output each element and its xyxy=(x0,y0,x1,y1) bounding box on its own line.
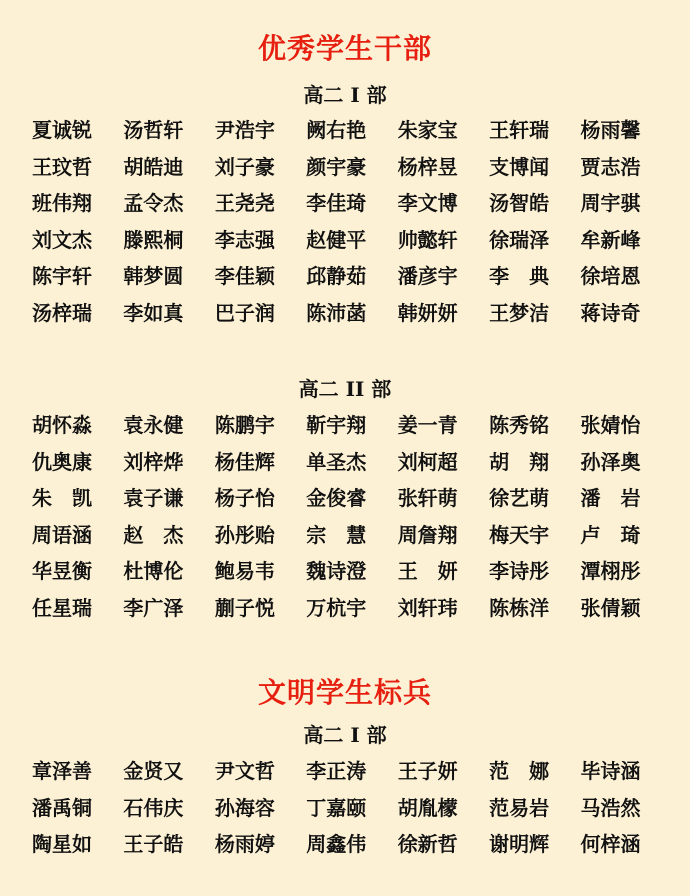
list-item: 王尧尧 xyxy=(214,191,275,216)
list-item: 毕诗涵 xyxy=(580,759,641,784)
list-item: 卢 琦 xyxy=(580,522,641,547)
list-item: 袁永健 xyxy=(123,413,184,438)
list-item: 邱静茹 xyxy=(306,264,367,289)
list-item: 赵健平 xyxy=(306,227,367,252)
list-item: 金贤又 xyxy=(123,759,184,784)
table-row xyxy=(32,295,672,332)
list-item: 蒋诗奇 xyxy=(580,300,641,325)
list-item: 陈宇轩 xyxy=(32,264,92,289)
list-item: 王玟哲 xyxy=(32,154,92,179)
list-item: 潭栩彤 xyxy=(580,559,641,584)
list-item: 陈栋洋 xyxy=(489,595,550,620)
list-item: 牟新峰 xyxy=(580,227,641,252)
list-item: 李如真 xyxy=(123,300,184,325)
group-subtitle-grade2-part1: 高二 I 部 xyxy=(303,83,387,107)
list-item: 颜宇豪 xyxy=(306,154,367,179)
list-item: 孙彤贻 xyxy=(214,522,275,547)
list-item: 徐艺萌 xyxy=(489,486,550,511)
list-item: 刘子豪 xyxy=(214,154,275,179)
list-item: 汤梓瑞 xyxy=(32,300,92,325)
list-item: 王 妍 xyxy=(397,559,458,584)
list-item: 杨雨婷 xyxy=(214,832,275,857)
section-title-outstanding-cadres: 优秀学生干部 xyxy=(257,32,432,65)
list-item: 金俊睿 xyxy=(306,486,367,511)
list-item: 孟令杰 xyxy=(123,191,184,216)
list-item: 华昱衡 xyxy=(32,559,92,584)
list-item: 王梦洁 xyxy=(489,300,550,325)
list-item: 马浩然 xyxy=(580,795,641,820)
list-item: 贾志浩 xyxy=(580,154,641,179)
list-item: 帅懿轩 xyxy=(397,227,458,252)
list-item: 梅天宇 xyxy=(489,522,550,547)
list-item: 王轩瑞 xyxy=(489,118,550,143)
list-item: 李佳琦 xyxy=(306,191,367,216)
list-item: 姜一青 xyxy=(397,413,458,438)
table-row xyxy=(32,790,672,827)
list-item: 王子皓 xyxy=(123,832,184,857)
list-item: 何梓涵 xyxy=(580,832,641,857)
table-row xyxy=(32,553,672,590)
list-item: 魏诗澄 xyxy=(306,559,367,584)
list-item: 刘梓烨 xyxy=(123,449,184,474)
table-row xyxy=(32,480,672,517)
list-item: 夏诚锐 xyxy=(32,118,92,143)
table-row xyxy=(32,444,672,481)
list-item: 范易岩 xyxy=(489,795,550,820)
list-item: 谢明辉 xyxy=(489,832,550,857)
list-item: 朱 凯 xyxy=(32,486,92,511)
list-item: 杨雨馨 xyxy=(580,118,641,143)
name-grid-cadres-part1 xyxy=(32,112,672,331)
list-item: 张倩颖 xyxy=(580,595,641,620)
list-item: 任星瑞 xyxy=(32,595,92,620)
list-item: 张婧怡 xyxy=(580,413,641,438)
list-item: 章泽善 xyxy=(32,759,92,784)
list-item: 周宇骐 xyxy=(580,191,641,216)
table-row xyxy=(32,517,672,554)
list-item: 刘轩玮 xyxy=(397,595,458,620)
name-grid-civilized-part1 xyxy=(32,753,672,863)
list-item: 周詹翔 xyxy=(397,522,458,547)
list-item: 汤智皓 xyxy=(489,191,550,216)
list-item: 陈秀铭 xyxy=(489,413,550,438)
list-item: 蒯子悦 xyxy=(214,595,275,620)
list-item: 陶星如 xyxy=(32,832,92,857)
list-item: 仇奥康 xyxy=(32,449,92,474)
list-item: 王子妍 xyxy=(397,759,458,784)
list-item: 靳宇翔 xyxy=(306,413,367,438)
list-item: 胡怀淼 xyxy=(32,413,92,438)
table-row xyxy=(32,753,672,790)
group-subtitle-grade2-part1-civilized: 高二 I 部 xyxy=(303,723,387,747)
table-row xyxy=(32,149,672,186)
list-item: 汤哲轩 xyxy=(123,118,184,143)
list-item: 徐瑞泽 xyxy=(489,227,550,252)
list-item: 丁嘉颐 xyxy=(306,795,367,820)
list-item: 李 典 xyxy=(489,264,550,289)
table-row xyxy=(32,222,672,259)
list-item: 李佳颖 xyxy=(214,264,275,289)
list-item: 巴子润 xyxy=(214,300,275,325)
list-item: 赵 杰 xyxy=(123,522,184,547)
table-row xyxy=(32,185,672,222)
list-item: 韩妍妍 xyxy=(397,300,458,325)
list-item: 徐新哲 xyxy=(397,832,458,857)
list-item: 孙海容 xyxy=(214,795,275,820)
table-row xyxy=(32,258,672,295)
list-item: 徐培恩 xyxy=(580,264,641,289)
list-item: 潘彦宇 xyxy=(397,264,458,289)
list-item: 周语涵 xyxy=(32,522,92,547)
list-item: 袁子谦 xyxy=(123,486,184,511)
list-item: 周鑫伟 xyxy=(306,832,367,857)
list-item: 杨子怡 xyxy=(214,486,275,511)
list-item: 陈鹏宇 xyxy=(214,413,275,438)
list-item: 范 娜 xyxy=(489,759,550,784)
list-item: 班伟翔 xyxy=(32,191,92,216)
list-item: 李文博 xyxy=(397,191,458,216)
list-item: 刘文杰 xyxy=(32,227,92,252)
list-item: 李正涛 xyxy=(306,759,367,784)
table-row xyxy=(32,590,672,627)
list-item: 宗 慧 xyxy=(306,522,367,547)
table-row xyxy=(32,407,672,444)
list-item: 杜博伦 xyxy=(123,559,184,584)
list-item: 胡皓迪 xyxy=(123,154,184,179)
list-item: 刘柯超 xyxy=(397,449,458,474)
list-item: 陈沛菡 xyxy=(306,300,367,325)
list-item: 潘禹铜 xyxy=(32,795,92,820)
name-grid-cadres-part2 xyxy=(32,407,672,626)
list-item: 阙右艳 xyxy=(306,118,367,143)
list-item: 鲍易韦 xyxy=(214,559,275,584)
list-item: 潘 岩 xyxy=(580,486,641,511)
list-item: 杨梓昱 xyxy=(397,154,458,179)
group-subtitle-grade2-part2: 高二 II 部 xyxy=(298,377,392,401)
list-item: 石伟庆 xyxy=(123,795,184,820)
list-item: 胡胤檬 xyxy=(397,795,458,820)
table-row xyxy=(32,112,672,149)
list-item: 支博闻 xyxy=(489,154,550,179)
section-title-civilized-students: 文明学生标兵 xyxy=(257,676,432,709)
list-item: 韩梦圆 xyxy=(123,264,184,289)
list-item: 李诗彤 xyxy=(489,559,550,584)
list-item: 胡 翔 xyxy=(489,449,550,474)
list-item: 单圣杰 xyxy=(306,449,367,474)
table-row xyxy=(32,826,672,863)
list-item: 尹文哲 xyxy=(214,759,275,784)
list-item: 朱家宝 xyxy=(397,118,458,143)
list-item: 张轩萌 xyxy=(397,486,458,511)
list-item: 李志强 xyxy=(214,227,275,252)
list-item: 尹浩宇 xyxy=(214,118,275,143)
list-item: 滕熙桐 xyxy=(123,227,184,252)
list-item: 万杭宇 xyxy=(306,595,367,620)
list-item: 李广泽 xyxy=(123,595,184,620)
list-item: 孙泽奥 xyxy=(580,449,641,474)
list-item: 杨佳辉 xyxy=(214,449,275,474)
